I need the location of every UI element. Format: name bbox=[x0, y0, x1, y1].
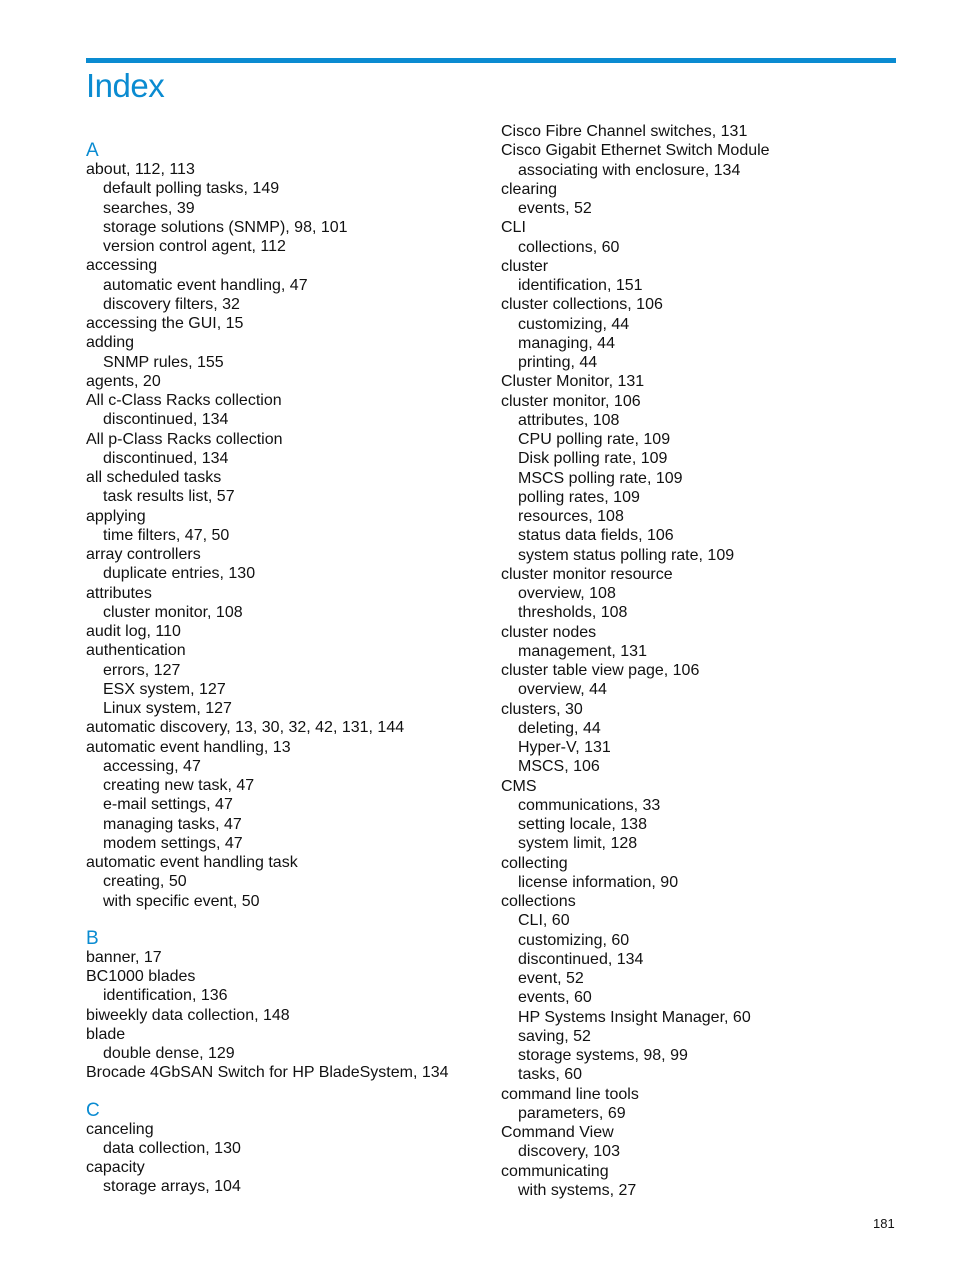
page-title: Index bbox=[86, 67, 165, 104]
index-subentry: events, 60 bbox=[518, 989, 592, 1007]
index-subentry: duplicate entries, 130 bbox=[103, 565, 256, 583]
index-subentry: discontinued, 134 bbox=[518, 950, 644, 968]
index-letter-heading: A bbox=[86, 140, 99, 161]
index-subentry: customizing, 44 bbox=[518, 315, 630, 333]
index-entry: clearing bbox=[501, 180, 558, 198]
index-subentry: with systems, 27 bbox=[518, 1181, 637, 1199]
index-subentry: discontinued, 134 bbox=[103, 411, 229, 429]
index-entry: blade bbox=[86, 1025, 126, 1043]
index-subentry: printing, 44 bbox=[518, 354, 598, 371]
index-subentry: time filters, 47, 50 bbox=[103, 526, 230, 544]
index-subentry: identification, 151 bbox=[518, 277, 643, 294]
index-letter-heading: C bbox=[86, 1099, 100, 1121]
section-gap bbox=[86, 1083, 486, 1099]
index-entry: cluster monitor resource bbox=[501, 565, 673, 583]
index-subentry: tasks, 60 bbox=[518, 1066, 583, 1084]
index-entry: Command View bbox=[501, 1124, 614, 1141]
index-subentry: SNMP rules, 155 bbox=[103, 353, 224, 371]
index-column-right bbox=[501, 122, 901, 1200]
index-subentry: discovery, 103 bbox=[518, 1143, 620, 1161]
index-entry: audit log, 110 bbox=[86, 623, 181, 640]
index-subentry: license information, 90 bbox=[518, 873, 679, 891]
index-subentry: double dense, 129 bbox=[103, 1045, 235, 1062]
index-subentry: searches, 39 bbox=[103, 199, 195, 217]
index-subentry: creating, 50 bbox=[103, 873, 187, 891]
index-entry: capacity bbox=[86, 1159, 145, 1176]
index-subentry: management, 131 bbox=[518, 642, 647, 660]
index-entry: automatic discovery, 13, 30, 32, 42, 131, 144 bbox=[86, 719, 405, 737]
title-rule bbox=[86, 58, 896, 63]
index-subentry: identification, 136 bbox=[103, 987, 228, 1005]
index-entry: Brocade 4GbSAN Switch for HP BladeSystem, 134 bbox=[86, 1064, 449, 1082]
index-subentry: modem settings, 47 bbox=[103, 834, 243, 852]
index-subentry: status data fields, 106 bbox=[518, 527, 674, 545]
index-subentry: MSCS polling rate, 109 bbox=[518, 469, 683, 487]
index-entry: clusters, 30 bbox=[501, 700, 583, 718]
index-subentry: Linux system, 127 bbox=[103, 700, 232, 717]
index-subentry: discovery filters, 32 bbox=[103, 295, 240, 313]
index-subentry: task results list, 57 bbox=[103, 488, 235, 506]
index-entry: collections bbox=[501, 893, 576, 910]
index-entry: cluster monitor, 106 bbox=[501, 392, 641, 410]
index-entry: Cluster Monitor, 131 bbox=[501, 373, 645, 391]
index-subentry: HP Systems Insight Manager, 60 bbox=[518, 1008, 751, 1026]
index-subentry: ESX system, 127 bbox=[103, 680, 226, 698]
index-subentry: storage solutions (SNMP), 98, 101 bbox=[103, 218, 348, 236]
index-entry: authentication bbox=[86, 642, 186, 660]
index-subentry: MSCS, 106 bbox=[518, 758, 600, 776]
page-number: 181 bbox=[873, 1216, 895, 1231]
index-entry: cluster nodes bbox=[501, 623, 597, 641]
index-subentry: version control agent, 112 bbox=[103, 238, 286, 255]
index-subentry: discontinued, 134 bbox=[103, 449, 229, 467]
index-entry: biweekly data collection, 148 bbox=[86, 1006, 290, 1024]
index-entry: about, 112, 113 bbox=[86, 161, 195, 178]
index-entry: automatic event handling, 13 bbox=[86, 738, 291, 756]
index-subentry: Disk polling rate, 109 bbox=[518, 450, 668, 468]
index-subentry: overview, 108 bbox=[518, 585, 616, 602]
index-subentry: e-mail settings, 47 bbox=[103, 796, 233, 814]
index-entry: adding bbox=[86, 334, 135, 352]
index-subentry: setting locale, 138 bbox=[518, 816, 647, 833]
index-entry: cluster collections, 106 bbox=[501, 296, 663, 314]
index-entry: All c-Class Racks collection bbox=[86, 392, 282, 409]
index-subentry: storage systems, 98, 99 bbox=[518, 1047, 688, 1064]
index-subentry: storage arrays, 104 bbox=[103, 1178, 241, 1196]
index-subentry: customizing, 60 bbox=[518, 931, 630, 949]
index-entry: command line tools bbox=[501, 1085, 639, 1103]
index-entry: communicating bbox=[501, 1162, 609, 1180]
index-subentry: resources, 108 bbox=[518, 508, 624, 525]
index-subentry: with specific event, 50 bbox=[103, 892, 260, 910]
index-entry: accessing bbox=[86, 257, 158, 275]
index-subentry: deleting, 44 bbox=[518, 719, 601, 737]
index-subentry: polling rates, 109 bbox=[518, 488, 640, 506]
index-subentry: data collection, 130 bbox=[103, 1139, 241, 1157]
index-subentry: events, 52 bbox=[518, 200, 592, 217]
index-entry: CMS bbox=[501, 777, 537, 795]
index-entry: applying bbox=[86, 507, 146, 525]
index-entry: BC1000 blades bbox=[86, 968, 196, 985]
index-subentry: saving, 52 bbox=[518, 1027, 591, 1045]
index-entry: automatic event handling task bbox=[86, 854, 298, 871]
index-subentry: automatic event handling, 47 bbox=[103, 276, 308, 294]
index-entry: attributes bbox=[86, 584, 152, 602]
index-entry: all scheduled tasks bbox=[86, 469, 222, 486]
index-subentry: system limit, 128 bbox=[518, 835, 638, 853]
index-subentry: thresholds, 108 bbox=[518, 604, 628, 622]
index-subentry: CPU polling rate, 109 bbox=[518, 431, 671, 448]
index-entry: collecting bbox=[501, 854, 568, 872]
index-subentry: errors, 127 bbox=[103, 661, 181, 679]
index-subentry: creating new task, 47 bbox=[103, 777, 255, 794]
index-subentry: CLI, 60 bbox=[518, 912, 570, 930]
index-subentry: managing tasks, 47 bbox=[103, 815, 242, 833]
index-subentry: event, 52 bbox=[518, 970, 584, 987]
index-subentry: attributes, 108 bbox=[518, 411, 620, 429]
index-entry: Cisco Gigabit Ethernet Switch Module bbox=[501, 142, 770, 160]
index-entry: agents, 20 bbox=[86, 372, 161, 390]
index-entry: banner, 17 bbox=[86, 948, 162, 966]
index-letter-heading: B bbox=[86, 927, 99, 949]
index-subentry: default polling tasks, 149 bbox=[103, 180, 280, 198]
index-entry: Cisco Fibre Channel switches, 131 bbox=[501, 123, 748, 140]
index-subentry: communications, 33 bbox=[518, 796, 661, 814]
index-subentry: collections, 60 bbox=[518, 238, 620, 256]
index-entry: cluster table view page, 106 bbox=[501, 662, 700, 679]
index-entry: cluster bbox=[501, 257, 549, 275]
index-subentry: Hyper-V, 131 bbox=[518, 739, 611, 756]
index-entry: All p-Class Racks collection bbox=[86, 430, 283, 448]
index-entry: accessing the GUI, 15 bbox=[86, 315, 244, 332]
index-subentry: associating with enclosure, 134 bbox=[518, 161, 741, 179]
index-subentry: overview, 44 bbox=[518, 681, 607, 699]
index-column-left bbox=[86, 139, 486, 1197]
index-subentry: parameters, 69 bbox=[518, 1104, 626, 1122]
index-subentry: system status polling rate, 109 bbox=[518, 546, 735, 564]
index-subentry: managing, 44 bbox=[518, 334, 615, 352]
index-subentry: cluster monitor, 108 bbox=[103, 603, 243, 621]
section-gap bbox=[86, 911, 486, 927]
index-subentry: accessing, 47 bbox=[103, 757, 201, 775]
index-entry: CLI bbox=[501, 219, 526, 237]
index-entry: array controllers bbox=[86, 546, 201, 563]
index-entry: canceling bbox=[86, 1120, 154, 1138]
